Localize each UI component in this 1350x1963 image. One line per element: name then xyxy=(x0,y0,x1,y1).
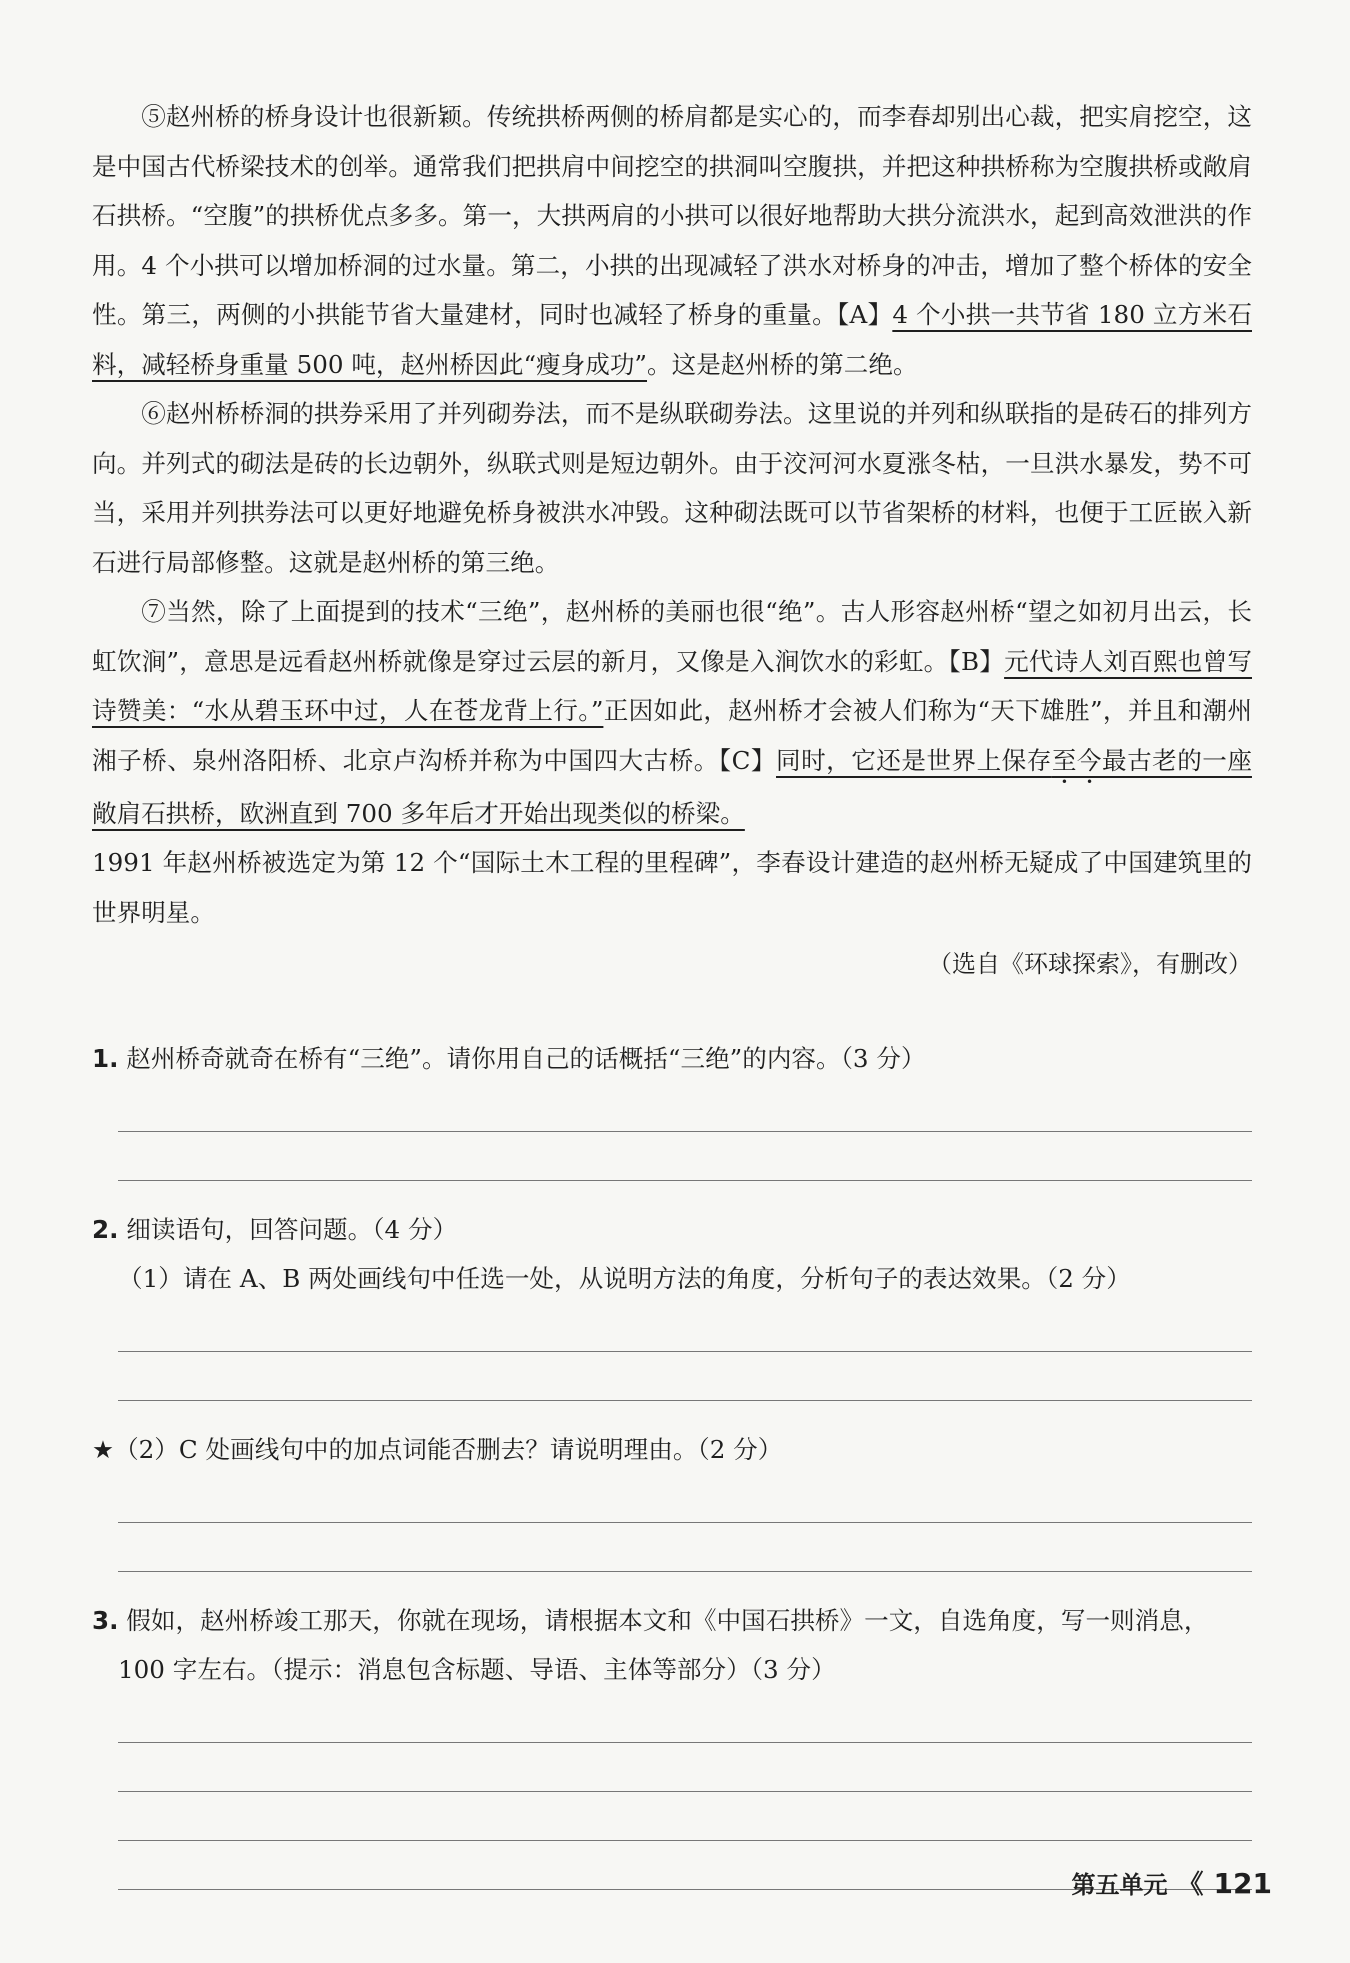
question-2-2 xyxy=(92,1425,1252,1474)
article xyxy=(92,92,1252,987)
answer-lines-q3 xyxy=(118,1694,1252,1890)
mark-a: 【A】 xyxy=(836,300,893,329)
page-number: 121 xyxy=(1213,1867,1272,1900)
answer-line[interactable] xyxy=(118,1132,1252,1181)
question-2-1: （1）请在 A、B 两处画线句中任选一处，从说明方法的角度，分析句子的表达效果。（2 分） xyxy=(118,1264,1131,1293)
q2-text: 细读语句，回答问题。（4 分） xyxy=(126,1215,458,1244)
answer-line[interactable] xyxy=(118,1303,1252,1352)
q3-number: 3. xyxy=(92,1606,119,1635)
q1-number: 1. xyxy=(92,1044,119,1073)
answer-line[interactable] xyxy=(118,1694,1252,1743)
q3-text: 假如，赵州桥竣工那天，你就在现场，请根据本文和《中国石拱桥》一文，自选角度，写一则消息，100 字左右。（提示：消息包含标题、导语、主体等部分）（3 分） xyxy=(118,1606,1209,1684)
answer-line[interactable] xyxy=(118,1523,1252,1572)
mark-c: 【C】 xyxy=(718,745,777,775)
double-chevron-icon: 《 xyxy=(1177,1870,1204,1900)
answer-line[interactable] xyxy=(118,1743,1252,1792)
answer-lines-q2-1 xyxy=(118,1303,1252,1401)
underlined-sentence-b: 元代诗人刘百熙也曾写诗赞美：“水从碧玉环中过，人在苍龙背上行。” xyxy=(92,646,1252,725)
underlined-sentence-a: 4 个小拱一共节省 180 立方米石料，减轻桥身重量 500 吨，赵州桥因此“瘦身成功” xyxy=(92,300,1252,379)
dotted-word: 至今 xyxy=(1051,745,1102,775)
question-2 xyxy=(92,1205,1252,1254)
page-footer xyxy=(1072,1864,1272,1901)
questions xyxy=(92,1034,1252,1890)
p7-text-mid: 正因如此，赵州桥才会被人们称为“天下雄胜”，并且和潮州湘子桥、泉州洛阳桥、北京卢沟桥并称为中国四大古桥。 xyxy=(92,696,1252,775)
paragraph-6: ⑥赵州桥桥洞的拱券采用了并列砌券法，而不是纵联砌券法。这里说的并列和纵联指的是砖石的排列方向。并列式的砌法是砖的长边朝外，纵联式则是短边朝外。由于洨河河水夏涨冬枯，一旦洪水暴发，势不可当，采用并列拱券法可以更好地避免桥身被洪水冲毁。这种砌法既可以节省架桥的材料，也便于工匠嵌入新石进行局部修整。这就是赵州桥的第三绝。 xyxy=(92,399,1252,577)
answer-line[interactable] xyxy=(118,1792,1252,1841)
paragraph-7 xyxy=(92,587,1252,838)
source-note: （选自《环球探索》，有删改） xyxy=(928,950,1252,978)
star-icon: ★ xyxy=(92,1435,115,1464)
answer-lines-q1 xyxy=(118,1083,1252,1181)
unit-label: 第五单元 xyxy=(1071,1871,1168,1899)
answer-line[interactable] xyxy=(118,1352,1252,1401)
mark-b: 【B】 xyxy=(948,646,1005,676)
p5-text-end: 。这是赵州桥的第二绝。 xyxy=(647,349,918,379)
paragraph-7-cont: 1991 年赵州桥被选定为第 12 个“国际土木工程的里程碑”，李春设计建造的赵州桥无疑成了中国建筑里的世界明星。 xyxy=(92,848,1252,927)
answer-lines-q2-2 xyxy=(118,1474,1252,1572)
paragraph-5 xyxy=(92,92,1252,389)
q2-2-text: （2）C 处画线句中的加点词能否删去？请说明理由。（2 分） xyxy=(114,1435,783,1464)
p5-text: ⑤赵州桥的桥身设计也很新颖。传统拱桥两侧的桥肩都是实心的，而李春却别出心裁，把实肩挖空，这是中国古代桥梁技术的创举。通常我们把拱肩中间挖空的拱洞叫空腹拱，并把这种拱桥称为空腹拱桥或敞肩石拱桥。“空腹”的拱桥优点多多。第一，大拱两肩的小拱可以很好地帮助大拱分流洪水，起到高效泄洪的作用。4 个小拱可以增加桥洞的过水量。第二，小拱的出现减轻了洪水对桥身的冲击，增加了整个桥体的安全性。第三，两侧的小拱能节省大量建材，同时也减轻了桥身的重量。 xyxy=(92,102,1252,329)
p7-text: ⑦当然，除了上面提到的技术“三绝”，赵州桥的美丽也很“绝”。古人形容赵州桥“望之如初月出云，长虹饮涧”，意思是远看赵州桥就像是穿过云层的新月，又像是入涧饮水的彩虹。 xyxy=(92,597,1252,676)
c-part1: 同时，它还是世界上保存 xyxy=(776,745,1052,775)
q1-text: 赵州桥奇就奇在桥有“三绝”。请你用自己的话概括“三绝”的内容。（3 分） xyxy=(126,1044,926,1073)
answer-line[interactable] xyxy=(118,1083,1252,1132)
c-part2: 最古老的一座敞肩石拱桥，欧洲直到 700 多年后才开始出现类似的桥梁。 xyxy=(92,745,1252,828)
question-1 xyxy=(92,1034,1252,1083)
question-3 xyxy=(92,1596,1252,1694)
q2-number: 2. xyxy=(92,1215,119,1244)
answer-line[interactable] xyxy=(118,1474,1252,1523)
